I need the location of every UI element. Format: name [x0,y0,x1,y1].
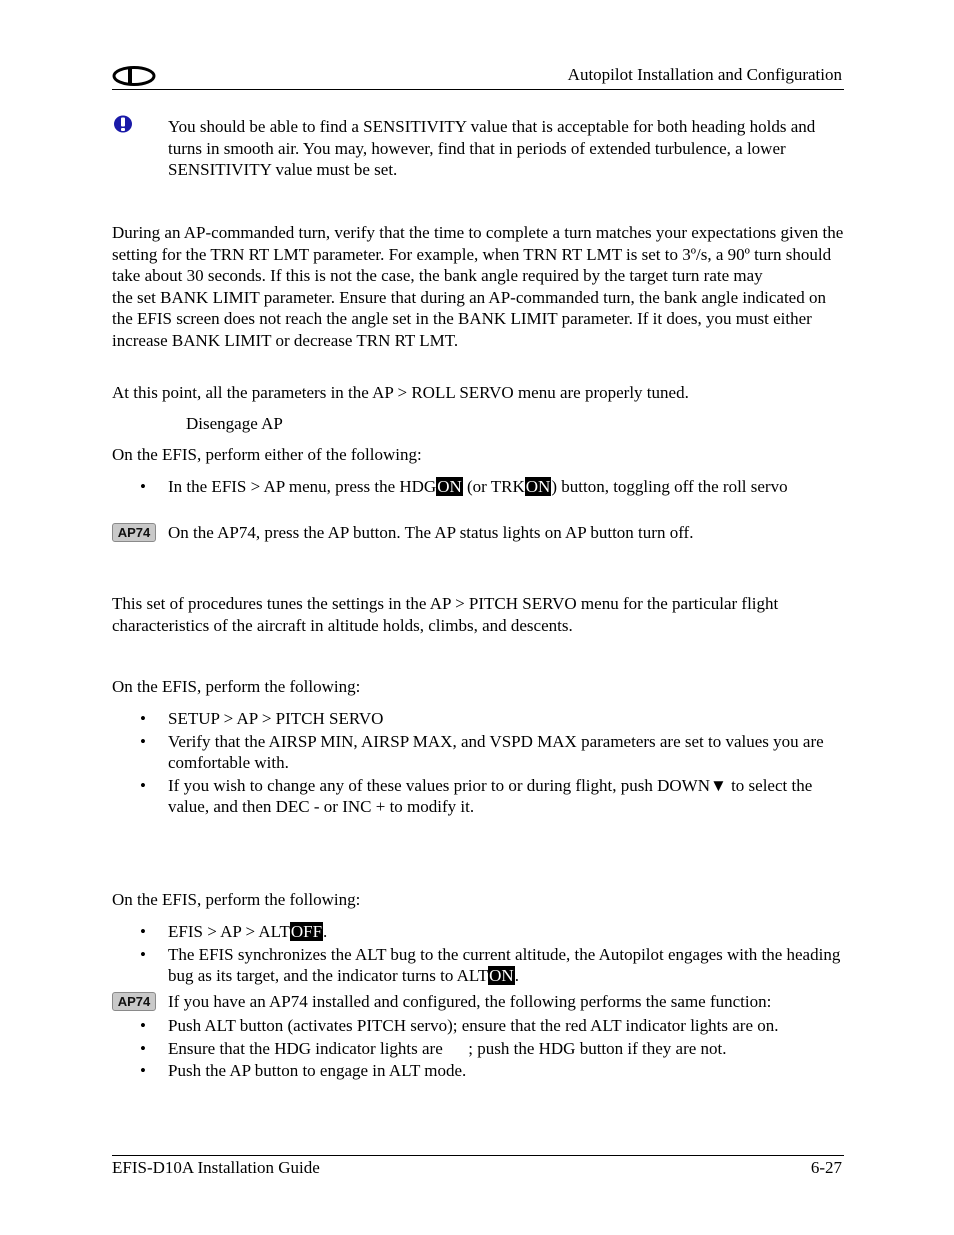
hdg-on-indicator: ON [437,477,462,496]
disengage-ap-heading: Disengage AP [186,414,283,433]
roll-tuned-paragraph: At this point, all the parameters in the AP > ROLL SERVO menu are properly tuned. [112,383,689,402]
disengage-bullet-list [112,476,844,498]
bullet-icon: • [140,709,146,728]
efis-either-paragraph: On the EFIS, perform either of the following: [112,445,422,464]
bullet-icon: • [140,731,146,751]
list-item: • If you wish to change any of these values prior to or during flight, push DOWN▼ to select the value, and then DEC - or INC + to modify it. [140,775,813,817]
ap74-disengage-text: On the AP74, press the AP button. The AP status lights on AP button turn off. [168,523,694,542]
exclamation-icon [112,115,134,137]
pitch-bullet-list [112,708,844,818]
bullet-icon: • [140,944,146,964]
list-item: • Ensure that the HDG indicator lights are ; push the HDG button if they are not. [140,1038,727,1058]
turn-verify-part2: the set BANK LIMIT parameter. Ensure that during an AP-commanded turn, the bank angle indicated on the EFIS screen does not reach the angle set in the BANK LIMIT parameter. If it does, you must either increase BANK LIMIT or decrease TRN RT LMT. [112,287,826,350]
page-number: 6-27 [810,1158,842,1177]
ap74-alt-bullet-list [112,1015,844,1082]
list-item: • EFIS > AP > ALTOFF. [140,922,328,941]
turn-verify-part1: During an AP-commanded turn, verify that the time to complete a turn matches your expectations given the setting for the TRN RT LMT parameter. For example, when TRN RT LMT is set to 3º/s, a 90º turn should take about 30 seconds. If this is not the case, the bank angle required by the target turn rate may [112,223,844,286]
list-item: • In the EFIS > AP menu, press the HDGON (or TRKON) button, toggling off the roll servo [140,477,788,496]
alt-bullet-list [112,921,844,987]
bullet-icon: • [140,477,146,496]
bullet-icon: • [140,922,146,941]
header-title: Autopilot Installation and Configuration [567,65,842,84]
alt-on-indicator: ON [489,966,514,986]
list-item: • Push the AP button to engage in ALT mode. [140,1061,467,1081]
footer-guide-title: EFIS-D10A Installation Guide [112,1158,320,1177]
header-rule [112,89,844,90]
alt-off-indicator: OFF [290,922,323,941]
list-item: • Push ALT button (activates PITCH servo); ensure that the red ALT indicator lights are on. [140,1016,779,1035]
trk-on-indicator: ON [525,477,551,496]
ap74-alt-row [112,991,844,1013]
efis-following-paragraph-2: On the EFIS, perform the following: [112,890,361,909]
ap74-disengage-row [112,522,844,544]
pitch-intro-paragraph: This set of procedures tunes the settings in the AP > PITCH SERVO menu for the particular flight characteristics of the aircraft in altitude holds, climbs, and descents. [112,594,779,635]
list-item: • The EFIS synchronizes the ALT bug to the current altitude, the Autopilot engages with the heading bug as its target, and the indicator turns to ALTON. [140,944,841,986]
bullet-icon: • [140,1061,146,1081]
bullet-icon: • [140,1038,146,1058]
footer-rule [112,1155,844,1156]
bullet-icon: • [140,1016,146,1035]
list-item: • Verify that the AIRSP MIN, AIRSP MAX, and VSPD MAX parameters are set to values you are comfortable with. [140,731,824,773]
ap74-badge-icon: AP74 [112,523,156,542]
list-item: • SETUP > AP > PITCH SERVO [140,709,384,728]
dynon-logo-icon [111,64,157,88]
turn-verify-paragraph [112,222,844,352]
ap74-badge-icon: AP74 [112,992,156,1011]
sensitivity-note: You should be able to find a SENSITIVITY value that is acceptable for both heading holds and turns in smooth air. You may, however, find that in periods of extended turbulence, a lower SENSITIVITY value must be set. [168,117,816,180]
ap74-alt-text: If you have an AP74 installed and configured, the following performs the same function: [168,992,772,1011]
efis-following-paragraph-1: On the EFIS, perform the following: [112,677,361,696]
bullet-icon: • [140,775,146,795]
